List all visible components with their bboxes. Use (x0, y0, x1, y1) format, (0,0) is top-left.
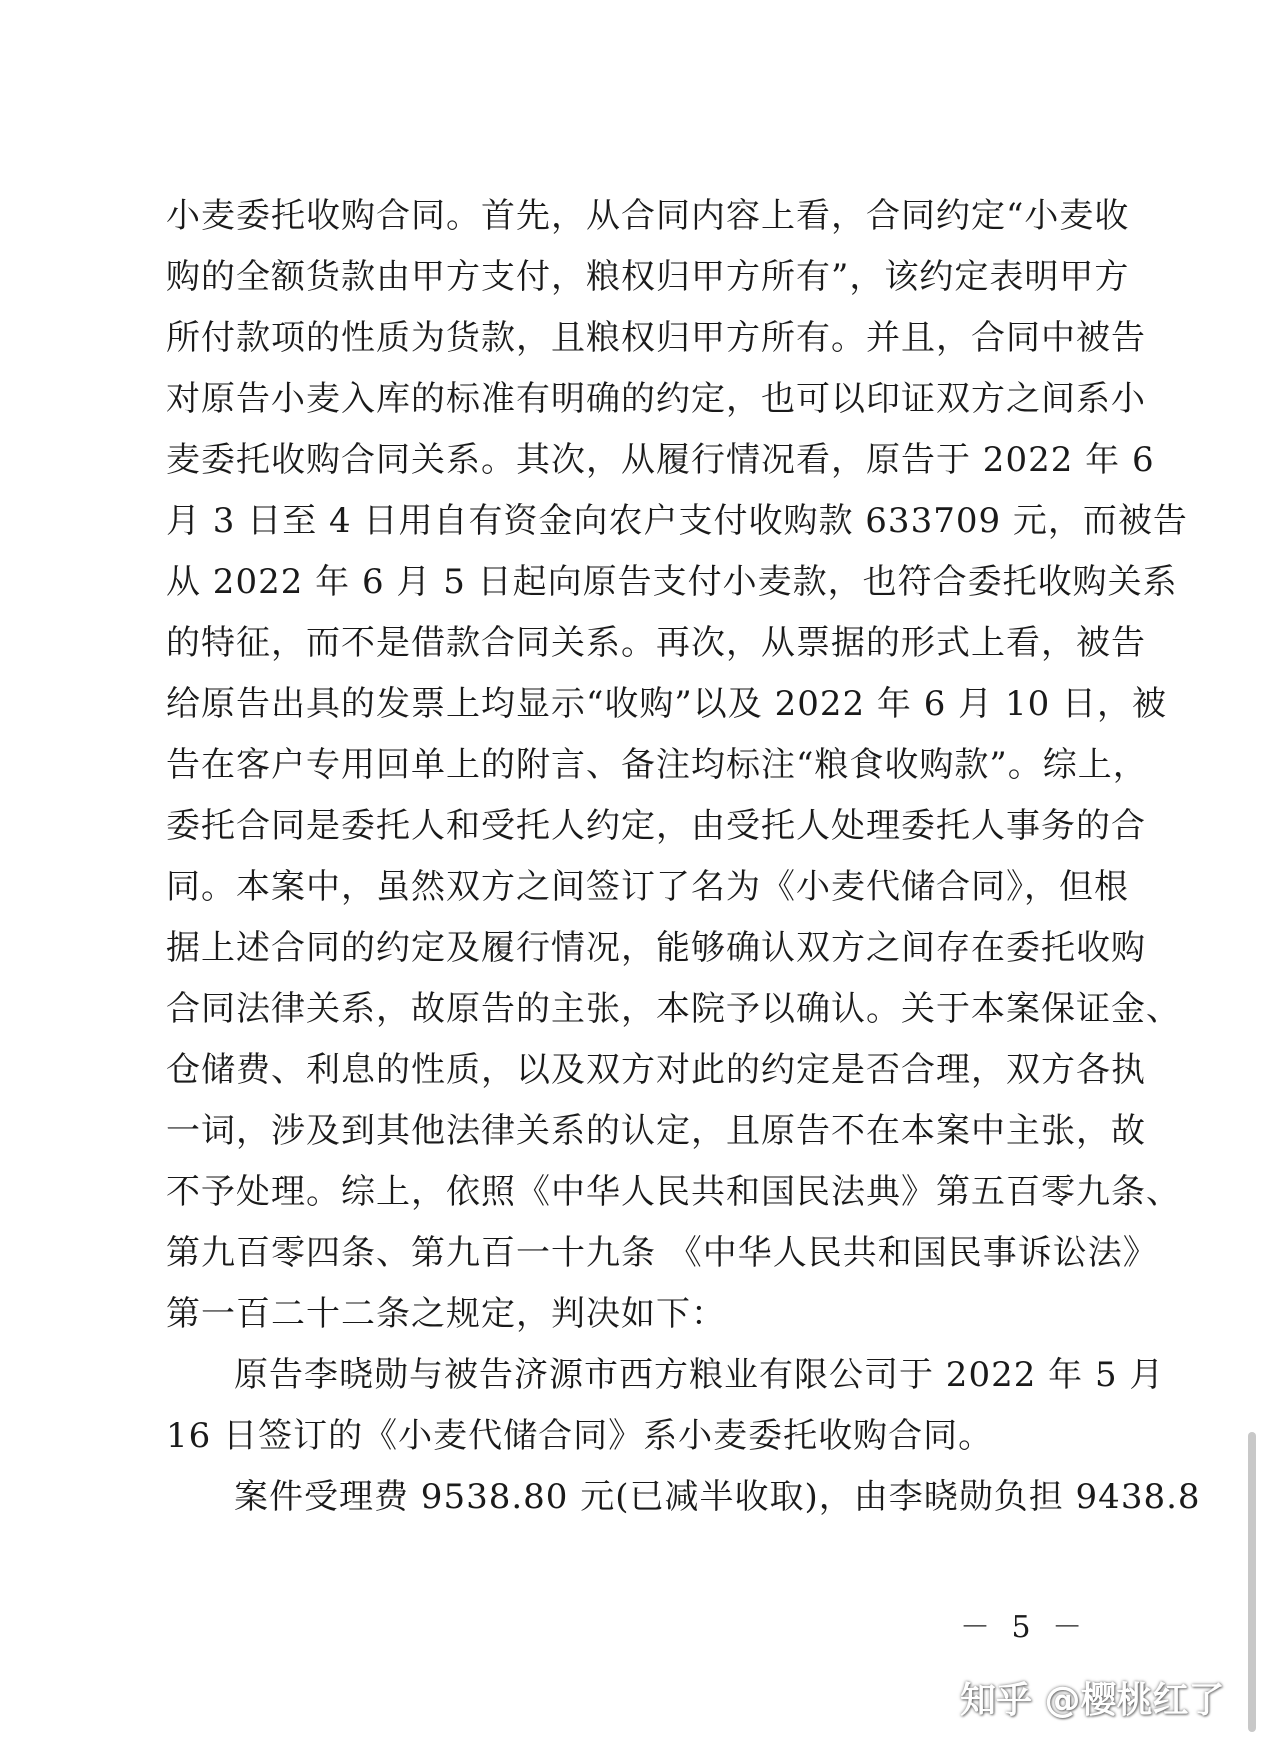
zhihu-watermark: 知乎 @樱桃红了 (960, 1680, 1225, 1721)
text-line: 16 日签订的《小麦代储合同》系小麦委托收购合同。 (166, 1416, 994, 1456)
text-line: 告在客户专用回单上的附言、备注均标注“粮食收购款”。综上， (166, 745, 1148, 785)
text-line: 一词，涉及到其他法律关系的认定，且原告不在本案中主张，故 (166, 1111, 1146, 1151)
text-line: 第九百零四条、第九百一十九条 《中华人民共和国民事诉讼法》 (166, 1233, 1158, 1273)
text-line: 小麦委托收购合同。首先，从合同内容上看，合同约定“小麦收 (166, 196, 1130, 236)
text-line: 合同法律关系，故原告的主张，本院予以确认。关于本案保证金、 (166, 989, 1181, 1029)
page-number: － 5 － (960, 1610, 1089, 1645)
text-line: 对原告小麦入库的标准有明确的约定，也可以印证双方之间系小 (166, 379, 1146, 419)
text-line: 所付款项的性质为货款，且粮权归甲方所有。并且，合同中被告 (166, 318, 1146, 358)
scrollbar[interactable] (1248, 1432, 1256, 1732)
judgment-item-line: 原告李晓勋与被告济源市西方粮业有限公司于 2022 年 5 月 (234, 1355, 1165, 1395)
text-line: 购的全额货款由甲方支付，粮权归甲方所有”，该约定表明甲方 (166, 257, 1130, 297)
text-line: 从 2022 年 6 月 5 日起向原告支付小麦款，也符合委托收购关系 (166, 562, 1178, 602)
text-line: 麦委托收购合同关系。其次，从履行情况看，原告于 2022 年 6 (166, 440, 1155, 480)
fee-line: 案件受理费 9538.80 元(已减半收取)，由李晓勋负担 9438.8 (234, 1477, 1201, 1517)
text-line: 给原告出具的发票上均显示“收购”以及 2022 年 6 月 10 日，被 (166, 684, 1168, 724)
text-line: 同。本案中，虽然双方之间签订了名为《小麦代储合同》，但根 (166, 867, 1129, 907)
text-line: 仓储费、利息的性质，以及双方对此的约定是否合理，双方各执 (166, 1050, 1146, 1090)
judgment-text (166, 186, 1201, 1528)
text-line: 不予处理。综上，依照《中华人民共和国民法典》第五百零九条、 (166, 1172, 1181, 1212)
text-line: 月 3 日至 4 日用自有资金向农户支付收购款 633709 元，而被告 (166, 501, 1188, 541)
text-line: 的特征，而不是借款合同关系。再次，从票据的形式上看，被告 (166, 623, 1146, 663)
text-line: 据上述合同的约定及履行情况，能够确认双方之间存在委托收购 (166, 928, 1146, 968)
text-line: 第一百二十二条之规定，判决如下： (166, 1294, 726, 1334)
text-line: 委托合同是委托人和受托人约定，由受托人处理委托人事务的合 (166, 806, 1146, 846)
